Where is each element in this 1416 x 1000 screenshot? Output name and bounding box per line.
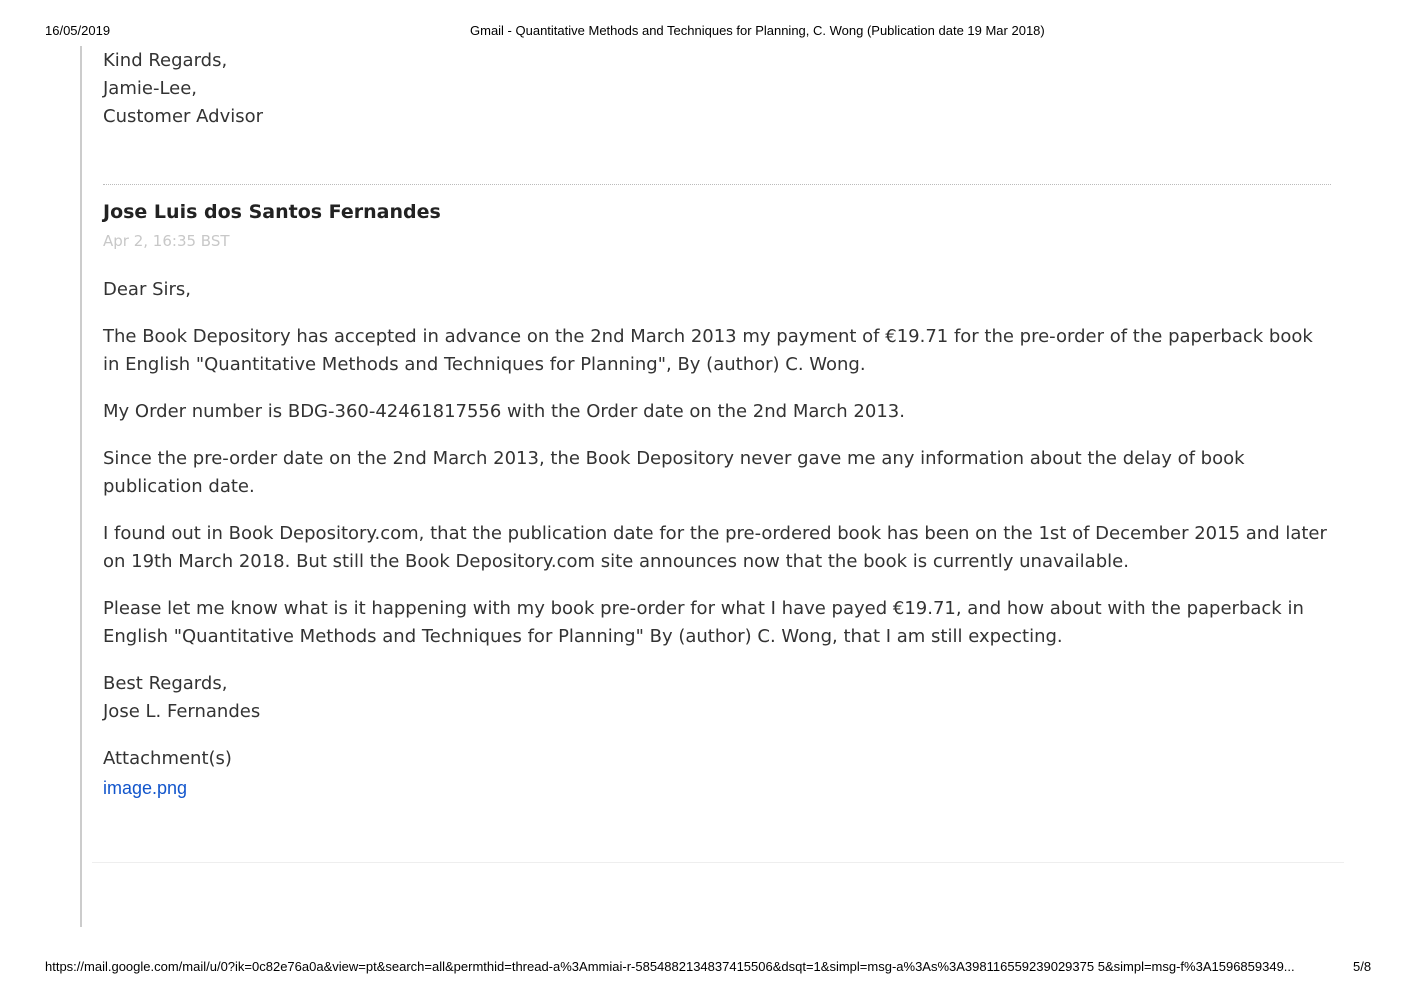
message-body (103, 276, 1328, 803)
previous-message-signature (103, 47, 1333, 131)
message-divider (103, 184, 1331, 185)
attachment-link[interactable]: image.png (103, 778, 188, 798)
body-paragraph: The Book Depository has accepted in advance on the 2nd March 2013 my payment of €19.71 for the pre-order of the paperback book in English "Quantitative Methods and Techniques for Planning", By (author) C. Wong. (103, 326, 1313, 375)
print-footer-url: https://mail.google.com/mail/u/0?ik=0c82e76a0a&view=pt&search=all&permthid=thread-a%3Ammiai-r-5854882134837415506&dsqt=1&simpl=msg-a%3As%3A398116559239029375 5&simpl=msg-f%3A1596859349... (45, 959, 1295, 974)
body-paragraph: Please let me know what is it happening with my book pre-order for what I have payed €19.71, and how about with the paperback in English "Quantitative Methods and Techniques for Planning" By (author) C. Wong, that I am still expecting. (103, 598, 1304, 647)
body-paragraph: I found out in Book Depository.com, that the publication date for the pre-ordered book has been on the 1st of December 2015 and later on 19th March 2018. But still the Book Depository.com site announces now that the book is currently unavailable. (103, 523, 1327, 572)
signature-line: Customer Advisor (103, 106, 264, 127)
greeting: Dear Sirs, (103, 279, 192, 300)
body-paragraph: Since the pre-order date on the 2nd March 2013, the Book Depository never gave me any information about the delay of book publication date. (103, 448, 1245, 497)
signature-line: Jamie-Lee, (103, 78, 198, 99)
print-footer-page-number: 5/8 (1353, 959, 1372, 974)
signature-line: Kind Regards, (103, 50, 228, 71)
quote-bar (80, 46, 82, 927)
body-paragraph: My Order number is BDG-360-42461817556 with the Order date on the 2nd March 2013. (103, 401, 905, 422)
thread-end-line (92, 862, 1344, 863)
closing-line: Best Regards, (103, 673, 228, 694)
message-timestamp: Apr 2, 16:35 BST (103, 232, 230, 250)
attachments-label: Attachment(s) (103, 748, 232, 769)
print-header-date: 16/05/2019 (45, 23, 111, 38)
print-header-title: Gmail - Quantitative Methods and Techniques for Planning, C. Wong (Publication date 19 Mar 2018) (470, 23, 1045, 38)
closing (103, 670, 1328, 726)
sender-name: Jose Luis dos Santos Fernandes (103, 201, 441, 223)
closing-line: Jose L. Fernandes (103, 701, 261, 722)
